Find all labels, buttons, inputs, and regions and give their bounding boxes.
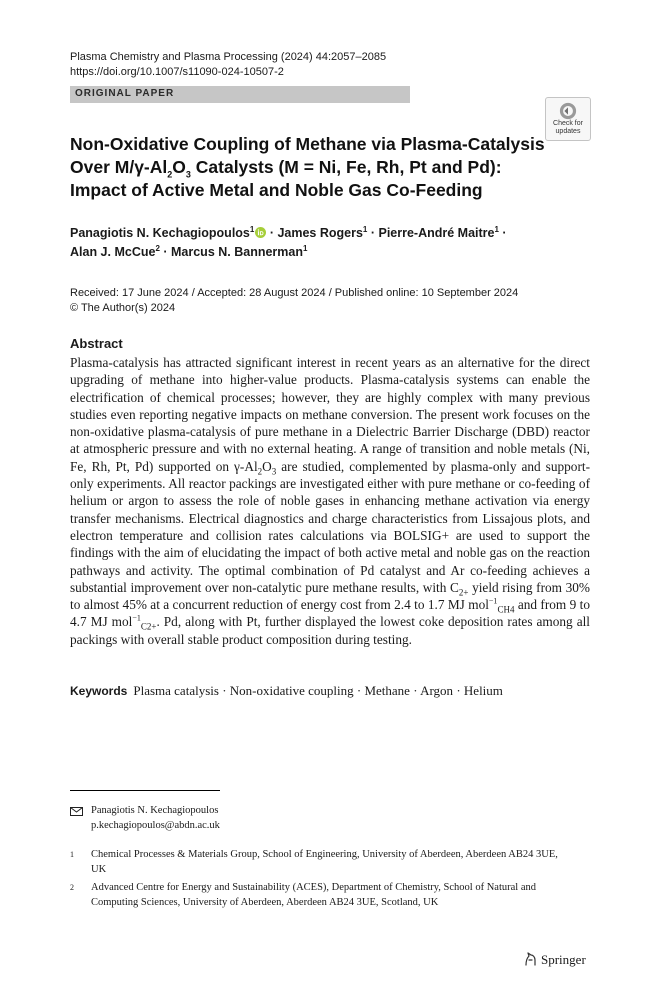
author-name[interactable]: Marcus N. Bannerman	[171, 245, 303, 259]
keyword[interactable]: Helium	[463, 683, 503, 698]
keyword[interactable]: Non-oxidative coupling	[229, 683, 354, 698]
affiliation-marker: 2	[155, 243, 160, 253]
article-type-label: ORIGINAL PAPER	[75, 88, 175, 99]
publication-dates: Received: 17 June 2024 / Accepted: 28 August 2024 / Published online: 10 September 2024	[70, 287, 519, 299]
affiliation-marker: 1	[362, 224, 368, 234]
journal-citation: Plasma Chemistry and Plasma Processing (2024) 44:2057–2085	[70, 51, 387, 63]
abstract-text: Plasma-catalysis has attracted significant interest in recent years as an alternative for the direct upgrading of methane into higher-value products. Plasma-catalysis systems can enable the electrification of chemical processes; however, they are highly complex with many previous studies even reporting negative impacts on methane conversion. The present work focuses on the non-oxidative plasma-catalysis of pure methane in a Dielectric Barrier Discharge (DBD) reactor at atmospheric pressure and with no external heating. A range of transition and noble metals (Ni, Fe, Rh, Pt, Pd) supported on $\gamma-Al_2O_3$ are studied, complemented by plasma-only and support-only experiments. All reactor packings are investigated either with pure methane or co-feeding of helium or argon to assess the role of noble gases in enhancing methane activation via energy transfer mechanisms. Electrical diagnostics and charge characteristics from Lissajous plots, and electron temperature and collision rates calculations via BOLSIG+ are used to support the findings with the aim of elucidating the impact of both active metal and noble gas on the reaction pathways and activity. The optimal combination of Pd catalyst and Ar co-feeding achieves a substantial improvement over non-catalytic pure methane results, with $C_{2+}$ yield rising from 30% to almost 45% at a concurrent reduction of energy cost from 2.4 to 1.7 MJ mol$^{-1}_{CH4}$ and from 9 to 4.7 MJ mol$^{-1}_{C2+}$. Pd, along with Pt, further displayed the lowest coke deposition rates among all packings with overall stable product composition during testing.	[70, 355, 591, 647]
keyword[interactable]: Methane	[364, 683, 410, 698]
affiliation-marker: 1	[302, 243, 308, 253]
article-type-banner	[70, 86, 410, 103]
orcid-icon[interactable]	[255, 227, 266, 238]
affiliation-marker: 1	[249, 224, 255, 234]
author-name[interactable]: Panagiotis N. Kechagiopoulos	[70, 226, 250, 240]
affiliation-text: Chemical Processes & Materials Group, School of Engineering, University of Aberdeen, Aberdeen AB24 3UE, UK	[91, 849, 558, 875]
author-name[interactable]: James Rogers	[277, 226, 363, 240]
corresponding-author-name: Panagiotis N. Kechagiopoulos	[91, 805, 219, 816]
keywords-label: Keywords	[70, 684, 128, 698]
author-name[interactable]: Pierre-André Maitre	[378, 226, 495, 240]
publisher-name: Springer	[541, 952, 586, 967]
abstract-heading: Abstract	[70, 336, 123, 351]
check-updates-icon	[559, 102, 577, 120]
envelope-icon	[70, 807, 83, 816]
publisher-logo	[524, 952, 586, 968]
affiliation-number: 2	[70, 883, 74, 892]
journal-header	[70, 50, 386, 80]
springer-horse-icon	[524, 952, 537, 966]
paper-title: Non-Oxidative Coupling of Methane via Plasma-Catalysis Over $M/\gamma-Al_2O_3$ Catalysts (M = Ni, Fe, Rh, Pt and Pd): Impact of Active Metal and Noble Gas Co-Feeding	[70, 134, 545, 200]
affiliation-number: 1	[70, 850, 74, 859]
keywords: Keywords Plasma catalysis · Non-oxidative coupling · Methane · Argon · Helium	[70, 683, 503, 698]
corresponding-author-email[interactable]: p.kechagiopoulos@abdn.ac.uk	[91, 819, 220, 831]
keyword[interactable]: Argon	[420, 683, 454, 698]
publication-history	[70, 286, 518, 316]
doi-link[interactable]: https://doi.org/10.1007/s11090-024-10507-2	[70, 66, 284, 78]
author-list: Panagiotis N. Kechagiopoulos$^1$ · James Rogers$^1$ · Pierre-André Maitre$^1$ · Alan J. McCue$^2$ · Marcus N. Bannerman$^1$	[70, 224, 507, 259]
copyright-notice: © The Author(s) 2024	[70, 302, 176, 314]
keyword[interactable]: Plasma catalysis	[133, 683, 219, 698]
affiliation-text: Advanced Centre for Energy and Sustainability (ACES), Department of Chemistry, School of Natural and Computing Sciences, University of Aberdeen, Aberdeen AB24 3UE, Scotland, UK	[91, 882, 536, 908]
affiliation-marker: 1	[494, 224, 499, 234]
check-updates-label: Check for updates	[553, 120, 583, 135]
footnote-divider	[70, 790, 220, 791]
author-name[interactable]: Alan J. McCue	[70, 245, 156, 259]
